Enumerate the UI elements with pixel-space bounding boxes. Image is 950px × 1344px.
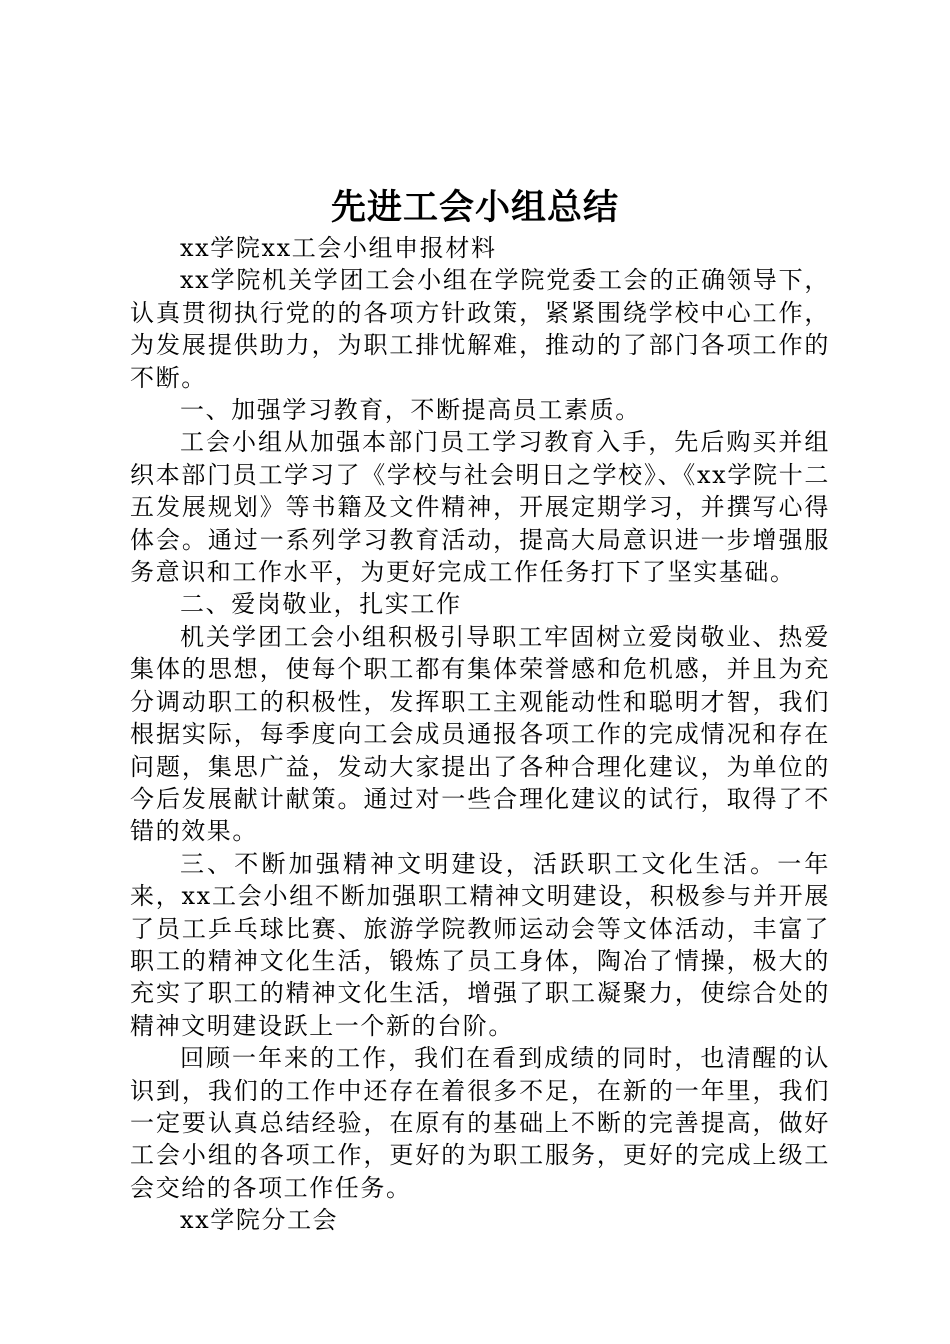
paragraph-section-1: 工会小组从加强本部门员工学习教育入手，先后购买并组织本部门员工学习了《学校与社会明日之学校》、《xx学院十二五发展规划》等书籍及文件精神，开展定期学习，并撰写心得体会。通过一系列学习教育活动，提高大局意识进一步增强服务意识和工作水平，为更好完成工作任务打下了坚实基础。 — [130, 428, 830, 587]
paragraph-intro: xx学院机关学团工会小组在学院党委工会的正确领导下，认真贯彻执行党的的各项方针政策，紧紧围绕学校中心工作，为发展提供助力，为职工排忧解难，推动的了部门各项工作的不断。 — [130, 266, 830, 392]
section-heading-1: 一、加强学习教育，不断提高员工素质。 — [180, 396, 641, 425]
section-heading-2: 二、爱岗敬业，扎实工作 — [180, 590, 462, 619]
paragraph-review: 回顾一年来的工作，我们在看到成绩的同时，也清醒的认识到，我们的工作中还存在着很多不足，在新的一年里，我们一定要认真总结经验，在原有的基础上不断的完善提高，做好工会小组的各项工作，更好的为职工服务，更好的完成上级工会交给的各项工作任务。 — [130, 1044, 830, 1202]
paragraph-subtitle: xx学院xx工会小组申报材料 — [180, 234, 497, 262]
paragraph-section-2: 机关学团工会小组积极引导职工牢固树立爱岗敬业、热爱集体的思想，使每个职工都有集体荣誉感和危机感，并且为充分调动职工的积极性，发挥职工主观能动性和聪明才智，我们根据实际，每季度向工会成员通报各项工作的完成情况和存在问题，集思广益，发动大家提出了各种合理化建议，为单位的今后发展献计献策。通过对一些合理化建议的试行，取得了不错的效果。 — [130, 622, 830, 846]
signature-line: xx学院分工会 — [180, 1206, 339, 1235]
paragraph-section-3: 三、不断加强精神文明建设，活跃职工文化生活。一年来，xx工会小组不断加强职工精神文明建设，积极参与并开展了员工乒乓球比赛、旅游学院教师运动会等文体活动，丰富了职工的精神文化生活，锻炼了员工身体，陶冶了情操，极大的充实了职工的精神文化生活，增强了职工凝聚力，使综合处的精神文明建设跃上一个新的台阶。 — [130, 849, 830, 1040]
document-title: 先进工会小组总结 — [330, 188, 619, 228]
document-body — [130, 232, 830, 1237]
